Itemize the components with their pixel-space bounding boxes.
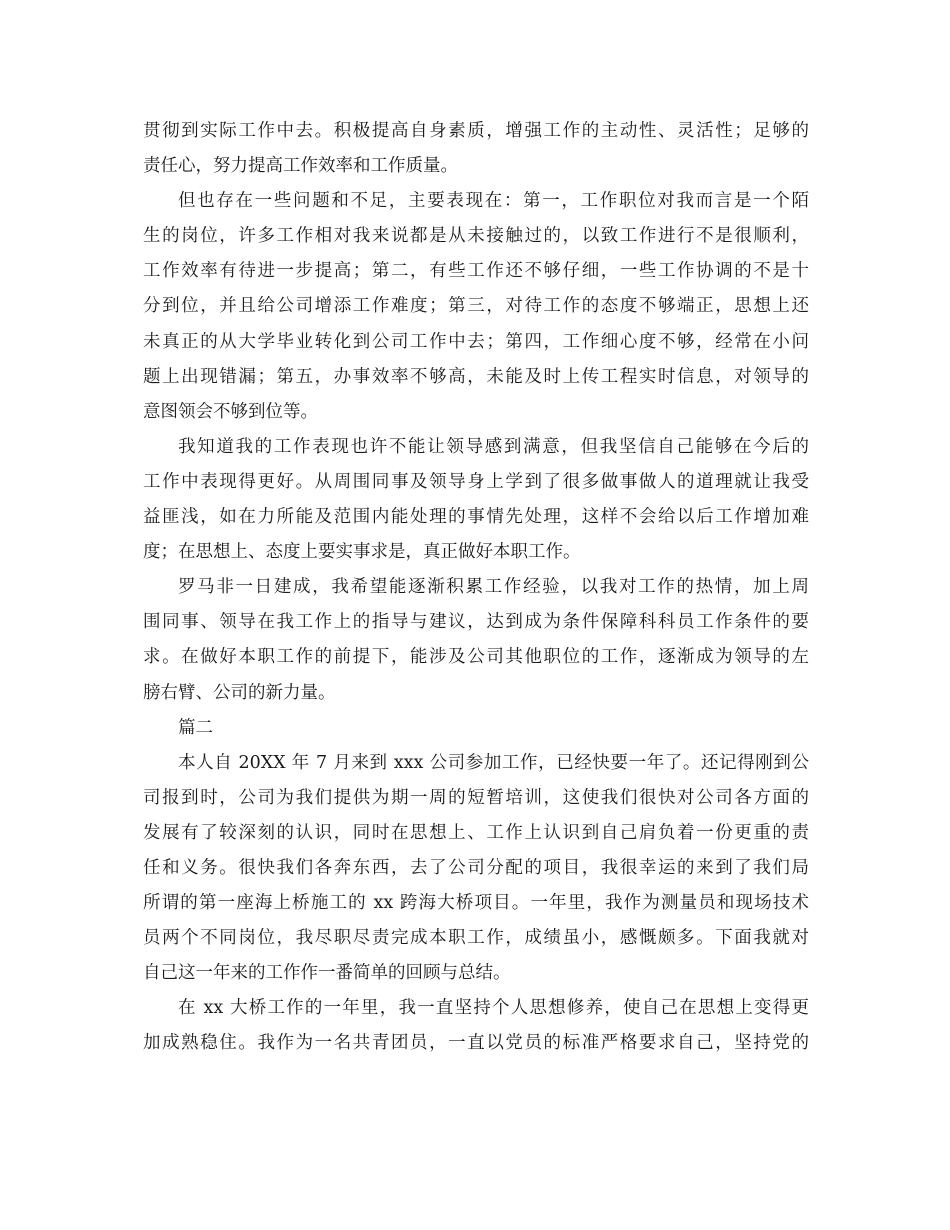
text-line: 任和义务。很快我们各奔东西，去了公司分配的项目，我很幸运的来到了我们局	[143, 857, 809, 878]
text-line: 意图领会不够到位等。	[143, 401, 318, 422]
text-line: 分到位，并且给公司增添工作难度；第三，对待工作的态度不够端正，思想上还	[143, 296, 809, 317]
text-line: 自己这一年来的工作作一番简单的回顾与总结。	[143, 963, 511, 984]
text-line: 生的岗位，许多工作相对我来说都是从未接触过的，以致工作进行不是很顺利，	[143, 226, 809, 247]
text-line: 益匪浅，如在力所能及范围内能处理的事情先处理，这样不会给以后工作增加难	[143, 507, 809, 528]
text-line: 贯彻到实际工作中去。积极提高自身素质，增强工作的主动性、灵活性；足够的	[143, 121, 809, 141]
text-line: 求。在做好本职工作的前提下，能涉及公司其他职位的工作，逐渐成为领导的左	[143, 647, 809, 668]
text-line: 围同事、领导在我工作上的指导与建议，达到成为条件保障科科员工作条件的要	[143, 612, 809, 633]
text-line: 罗马非一日建成，我希望能逐渐积累工作经验，以我对工作的热情，加上周	[178, 577, 809, 598]
text-line: 司报到时，公司为我们提供为期一周的短暂培训，这使我们很快对公司各方面的	[143, 787, 809, 808]
text-line: 员两个不同岗位，我尽职尽责完成本职工作，成绩虽小，感慨颇多。下面我就对	[143, 928, 809, 949]
text-line: 未真正的从大学毕业转化到公司工作中去；第四，工作细心度不够，经常在小问	[143, 331, 809, 352]
text-line: 发展有了较深刻的认识，同时在思想上、工作上认识到自己肩负着一份更重的责	[143, 822, 809, 843]
text-line: 但也存在一些问题和不足，主要表现在：第一，工作职位对我而言是一个陌	[178, 191, 809, 212]
text-line: 度；在思想上、态度上要实事求是，真正做好本职工作。	[143, 542, 581, 563]
text-line: 膀右臂、公司的新力量。	[143, 682, 336, 703]
text-line: 工作效率有待进一步提高；第二，有些工作还不够仔细，一些工作协调的不是十	[143, 261, 809, 282]
text-line: 在 xx 大桥工作的一年里，我一直坚持个人思想修养，使自己在思想上变得更	[178, 998, 809, 1019]
text-line: 本人自 20XX 年 7 月来到 xxx 公司参加工作，已经快要一年了。还记得刚到公	[178, 752, 809, 773]
text-line: 我知道我的工作表现也许不能让领导感到满意，但我坚信自己能够在今后的	[178, 436, 809, 457]
text-line: 篇二	[178, 717, 213, 738]
document-body	[143, 114, 809, 1062]
text-line: 工作中表现得更好。从周围同事及领导身上学到了很多做事做人的道理就让我受	[143, 471, 809, 492]
text-line: 所谓的第一座海上桥施工的 xx 跨海大桥项目。一年里，我作为测量员和现场技术	[143, 893, 809, 914]
text-line: 加成熟稳住。我作为一名共青团员，一直以党员的标准严格要求自己，坚持党的	[143, 1033, 809, 1054]
text-line: 题上出现错漏；第五，办事效率不够高，未能及时上传工程实时信息，对领导的	[143, 366, 809, 387]
text-line: 责任心，努力提高工作效率和工作质量。	[143, 156, 458, 177]
